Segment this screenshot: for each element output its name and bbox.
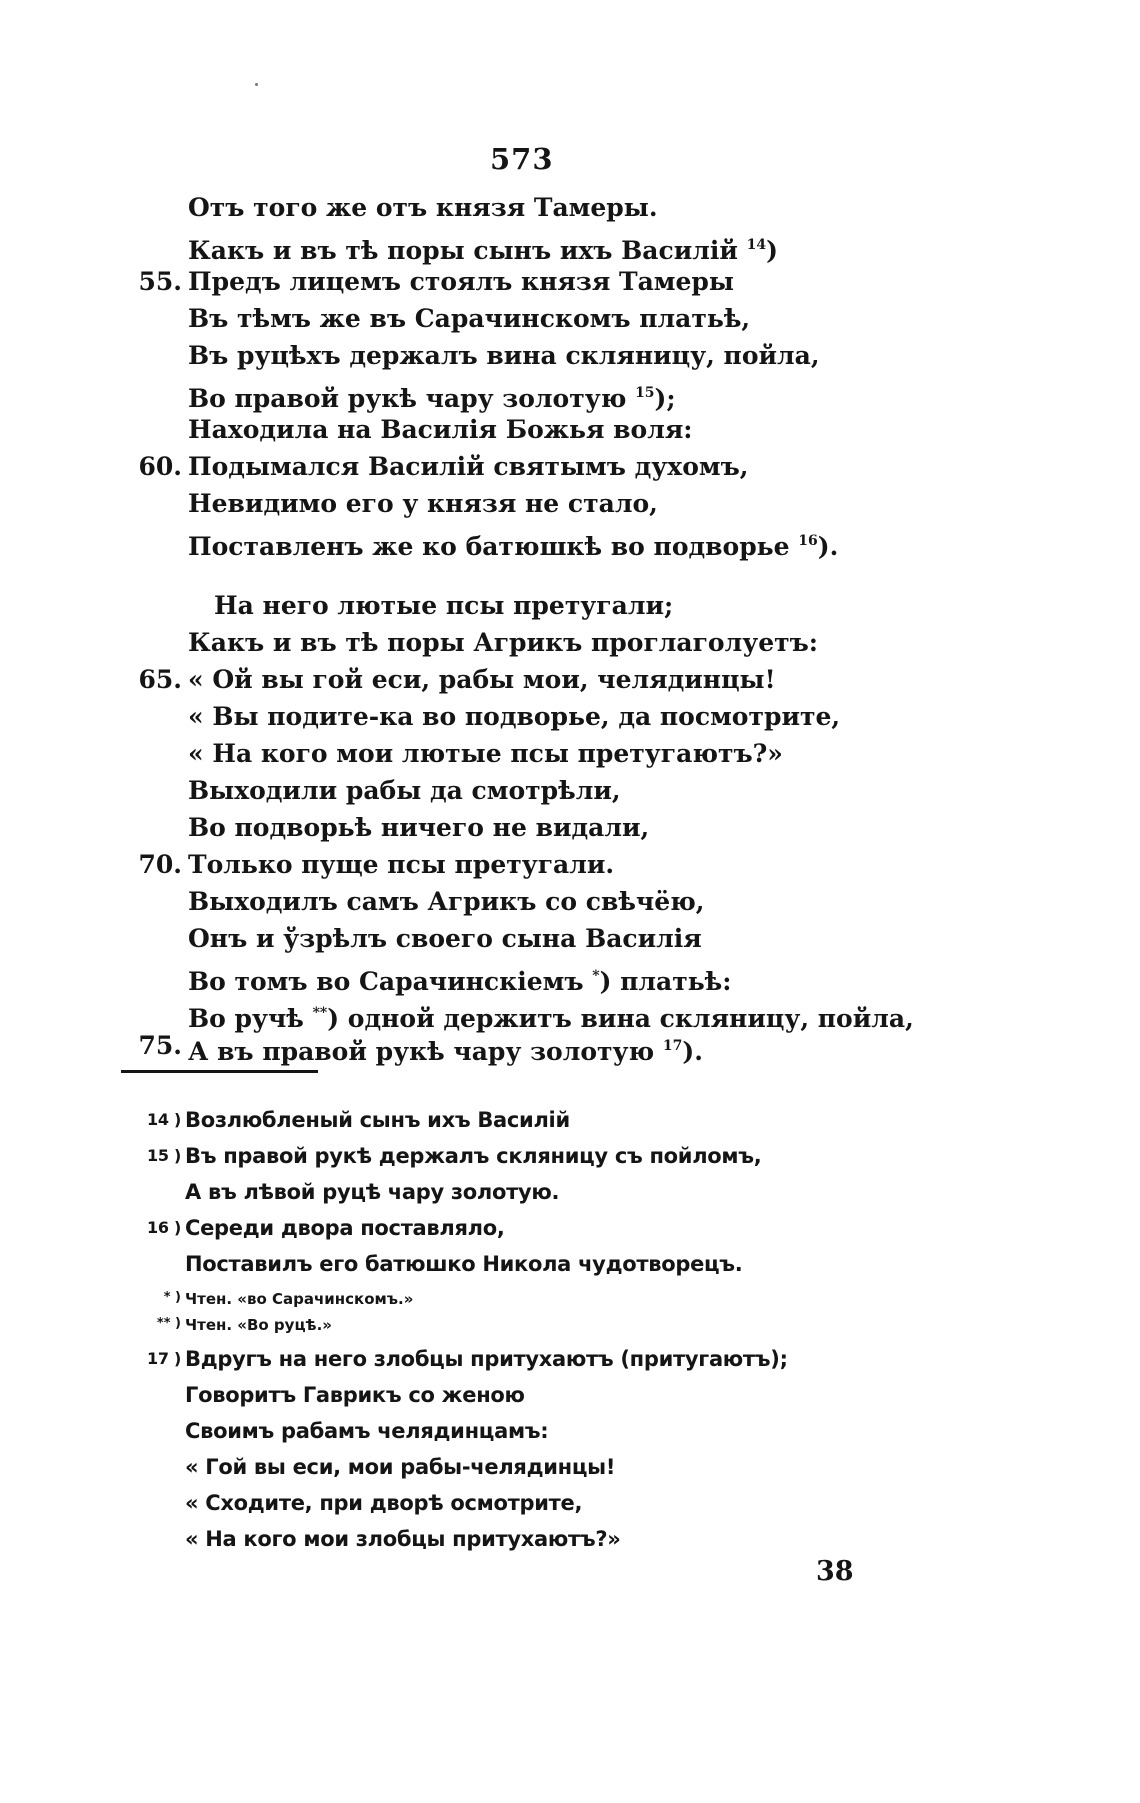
verse-line [188,303,750,335]
verse-text: Отъ того же отъ князя Тамеры. [188,193,658,222]
translation-note [156,1316,332,1334]
translation-note-text: Чтен. «Во руцѣ.» [185,1316,332,1334]
footnote-text: Говоритъ Гаврикъ со женою [185,1383,525,1407]
verse-text: « Вы подите-ка во подворье, да посмотрите, [188,702,841,731]
verse-text: Выходили рабы да смотрѣли, [188,776,621,805]
verse-line [188,775,621,807]
verse-line [138,1030,703,1068]
verse-tail: ) [766,236,778,265]
translation-note-mark: * ) [163,1290,181,1305]
footnote-line [185,1489,582,1517]
verse-text: Выходилъ самъ Агрикъ со свѣчёю, [188,887,705,916]
footnote-text: Вдругъ на него злобцы притухаютъ (притугаютъ); [185,1347,788,1371]
footnote-text: Поставилъ его батюшко Никола чудотворецъ. [185,1252,743,1276]
verse-text: Во ручѣ [188,1004,304,1033]
verse-text: Невидимо его у князя не стало, [188,489,658,518]
translation-note-mark: ** ) [156,1316,181,1331]
footnote-text: « Сходите, при дворѣ осмотрите, [185,1491,583,1515]
verse-line [188,525,838,563]
verse-text: « На кого мои лютые псы претугаютъ?» [188,739,783,768]
verse-text: Подымался Василій святымъ духомъ, [188,452,749,481]
verse-line [188,812,649,844]
footnote-ref: 15 [635,385,655,401]
footnote-line [147,1142,762,1170]
verse-line [188,886,704,918]
footnote-mark: 17 ) [147,1349,181,1368]
footnote-text: Середи двора поставляло, [185,1216,505,1240]
footnote-line [185,1417,548,1445]
translation-note-text: Чтен. «во Сарачинскомъ.» [185,1290,414,1308]
verse-text: Въ тѣмъ же въ Сарачинскомъ платьѣ, [188,304,751,333]
verse-number: 55. [138,267,182,296]
footnote-text: А въ лѣвой руцѣ чару золотую. [185,1180,560,1204]
verse-text: А въ правой рукѣ чару золотую [188,1037,655,1066]
verse-line [138,451,749,483]
verse-number: 65. [138,665,182,694]
verse-line [188,192,658,224]
verse-tail: ). [682,1037,703,1066]
footnote-line [147,1214,505,1242]
verse-text: Предъ лицемъ стоялъ князя Тамеры [188,267,734,296]
verse-line [188,738,783,770]
verse-line [188,923,702,955]
footnote-line [147,1345,788,1373]
verse-tail: ). [817,532,839,561]
verse-line [188,960,731,998]
verse-text: Какъ и въ тѣ поры Агрикъ проглаголуетъ: [188,628,819,657]
translation-note [163,1290,414,1308]
footnote-ref: * [592,968,600,984]
verse-line [188,414,693,446]
verse-number: 60. [138,452,182,481]
verse-line [188,340,820,372]
footnote-mark: 16 ) [147,1218,181,1237]
verse-text: Находила на Василія Божья воля: [188,415,693,444]
verse-line [138,266,734,298]
page-number: 573 [490,142,554,176]
verse-line [138,664,776,696]
verse-line [188,701,840,733]
footnote-line [185,1250,742,1278]
verse-text: Во правой рукѣ чару золотую [188,384,627,413]
footnote-ref: 16 [798,533,818,549]
verse-text: Онъ и ўзрѣлъ своего сына Василія [188,924,702,953]
verse-text: Во томъ во Сарачинскіемъ [188,967,584,996]
verse-text: Какъ и въ тѣ поры сынъ ихъ Василій [188,236,738,265]
verse-text: Поставленъ же ко батюшкѣ во подворье [188,532,790,561]
verse-number: 75. [138,1031,182,1060]
verse-tail: ) платьѣ: [599,967,732,996]
footnote-mark: 14 ) [147,1110,181,1129]
signature-mark: 38 [816,1556,854,1587]
verse-tail: ) одной держитъ вина скляницу, пойла, [327,1004,914,1033]
footnote-ref: 17 [662,1038,683,1054]
verse-line [188,229,778,267]
footnote-divider [121,1070,318,1073]
verse-text: Въ руцѣхъ держалъ вина скляницу, пойла, [188,341,820,370]
footnote-mark: 15 ) [147,1146,181,1165]
footnote-text: Возлюбленый сынъ ихъ Василій [185,1108,570,1132]
verse-text: Во подворьѣ ничего не видали, [188,813,650,842]
verse-line [188,377,676,415]
footnote-line [185,1381,525,1409]
footnote-line [185,1453,615,1481]
footnote-text: Въ правой рукѣ держалъ скляницу съ пойломъ, [185,1144,762,1168]
footnote-ref: 14 [746,237,767,253]
footnote-line [185,1178,559,1206]
verse-text: « Ой вы гой еси, рабы мои, челядинцы! [188,665,776,694]
verse-tail: ); [654,384,676,413]
verse-line [138,849,615,881]
verse-text: Только пуще псы претугали. [188,850,615,879]
verse-text: На него лютые псы претугали; [214,591,674,620]
footnote-line [147,1106,570,1134]
footnote-text: « На кого мои злобцы притухаютъ?» [185,1527,621,1551]
footnote-text: Своимъ рабамъ челядинцамъ: [185,1419,549,1443]
footnote-ref: ** [312,1005,328,1021]
verse-line [188,488,658,520]
verse-line [214,590,673,622]
stray-dot [255,83,258,86]
verse-number: 70. [138,850,182,879]
verse-line [188,627,818,659]
footnote-line [185,1525,621,1553]
footnote-text: « Гой вы еси, мои рабы-челядинцы! [185,1455,616,1479]
